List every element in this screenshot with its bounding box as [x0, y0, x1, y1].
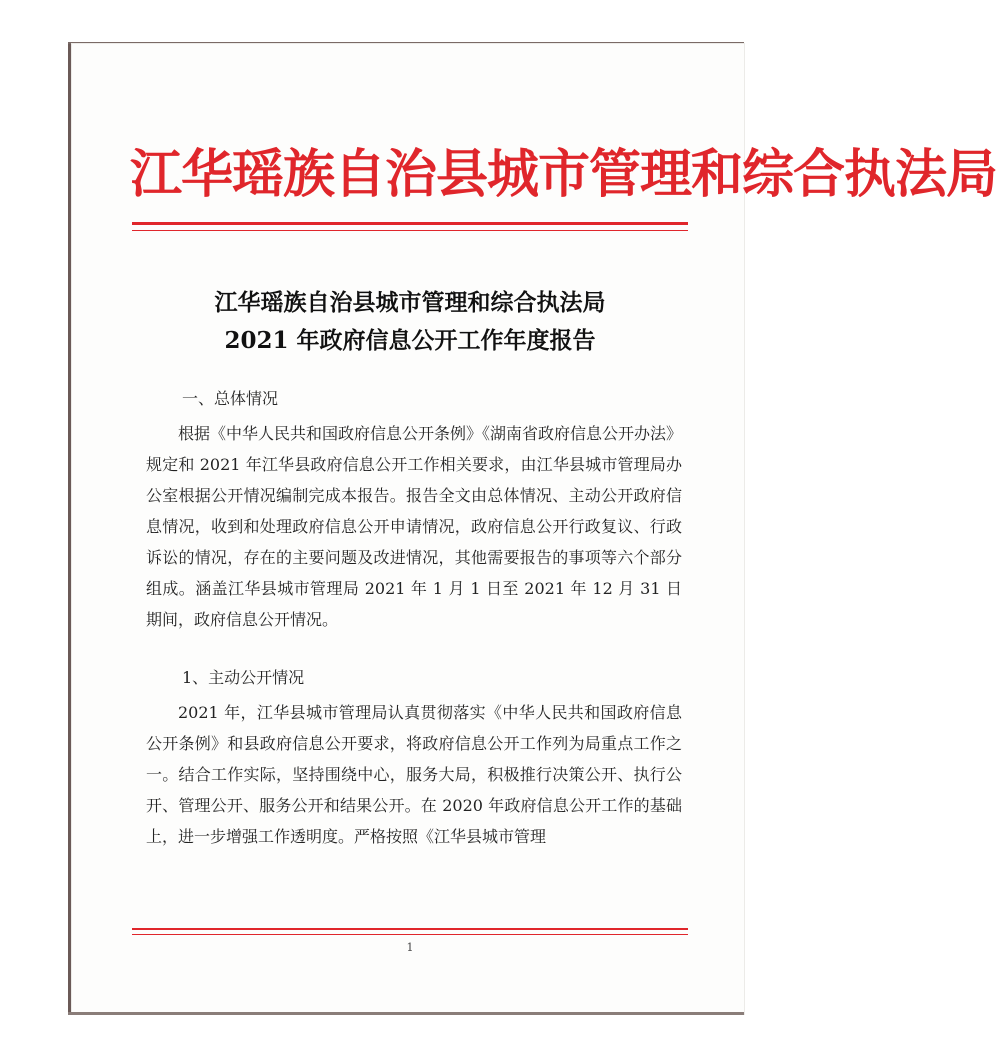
page-number: 1 [406, 941, 414, 954]
paragraph-overview: 根据《中华人民共和国政府信息公开条例》《湖南省政府信息公开办法》规定和 2021 年江华县政府信息公开工作相关要求，由江华县城市管理局办公室根据公开情况编制完成本报告。报告全文由总体情况、主动公开政府信息情况，收到和处理政府信息公开申请情况，政府信息公开行政复议、行政诉讼的情况，存在的主要问题及改进情况，其他需要报告的事项等六个部分组成。涵盖江华县城市管理局 2021 年 1 月 1 日至 2021 年 12 月 31 日期间，政府信息公开情况。 [146, 424, 683, 629]
letterhead-rule-thick [132, 222, 688, 225]
page-bottom-edge [68, 1012, 744, 1015]
section-active-disclosure-body [146, 697, 682, 852]
section-overview-body [146, 418, 682, 635]
report-title-line1: 江华瑶族自治县城市管理和综合执法局 [214, 289, 606, 316]
report-title-line2: 2021 年政府信息公开工作年度报告 [224, 327, 596, 354]
letterhead-org-name: 江华瑶族自治县城市管理和综合执法局 [130, 145, 997, 205]
section-heading-active-disclosure: 1、主动公开情况 [182, 668, 305, 687]
footer-rule-thick [132, 928, 688, 930]
letterhead-rule-thin [132, 230, 688, 231]
section-heading-overview: 一、总体情况 [182, 389, 279, 408]
footer-rule-thin [132, 934, 688, 935]
paragraph-active-disclosure: 2021 年，江华县城市管理局认真贯彻落实《中华人民共和国政府信息公开条例》和县政府信息公开要求，将政府信息公开工作列为局重点工作之一。结合工作实际，坚持围绕中心，服务大局，积极推行决策公开、执行公开、管理公开、服务公开和结果公开。在 2020 年政府信息公开工作的基础上，进一步增强工作透明度。严格按照《江华县城市管理 [146, 703, 682, 846]
